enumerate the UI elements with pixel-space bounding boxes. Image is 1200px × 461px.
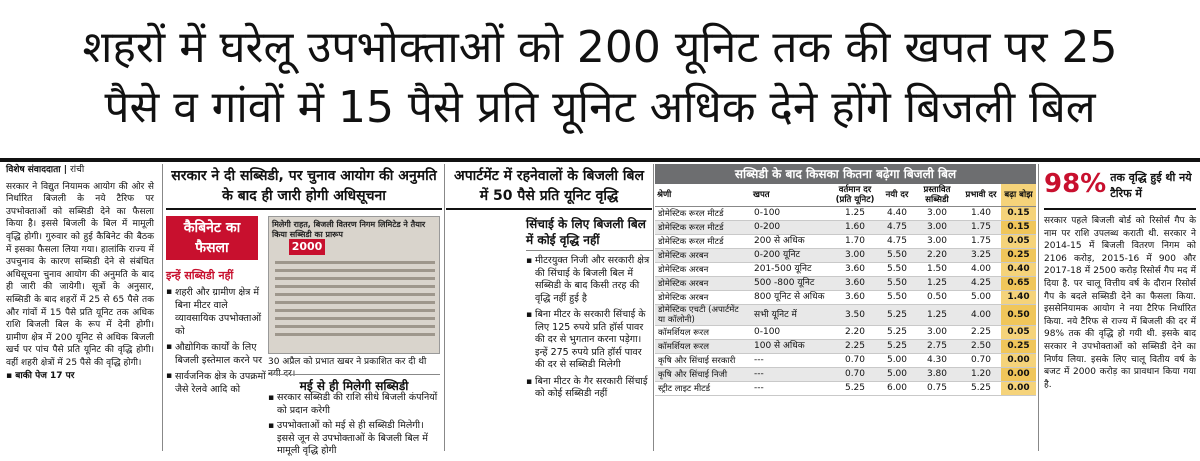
table-cell: 3.00	[913, 221, 961, 235]
table-cell: कृषि और सिंचाई सरकारी	[655, 354, 751, 368]
column-header: बढ़ा बोझ	[1001, 184, 1036, 207]
table-cell: 3.00	[913, 207, 961, 221]
table-row	[655, 354, 1036, 368]
table-header-row	[655, 184, 1036, 207]
table-cell: 2.25	[961, 326, 1001, 340]
table-cell: 5.25	[961, 382, 1001, 396]
table-cell: कृषि और सिंचाई निजी	[655, 368, 751, 382]
tariff-table-section	[655, 164, 1036, 451]
continued-label: बाकी पेज 17 पर	[15, 370, 75, 381]
lead-story-text: सरकार ने विद्युत नियामक आयोग की ओर से निर्धारित बिजली के नये टैरिफ पर उपभोक्ताओं को सब्सिडी देने का फैसला किया है। इससे बिजली के बिल में मामूली वृद्धि होगी। गुरुवार को हुई कैबिनेट की बैठक में इसका फैसला लिया गया। हालांकि राज्य में उपचुनाव के कारण सब्सिडी देने से संबंधित अधिसूचना चुनाव आयोग की अनुमति के बाद ही जारी की जायेगी। सूत्रों के अनुसार, सब्सिडी के बाद शहरों में 25 से 65 पैसे तक और गांवों में 15 पैसे प्रति यूनिट तक अधिक राशि बिजली बिल के रूप में देनी होगी। ग्रामीण क्षेत्र में 200 यूनिट से अधिक बिजली खर्च पर पांच पैसे प्रति यूनिट की वृद्धि होगी। वहीं शहरी क्षेत्रों में 25 पैसे की वृद्धि होगी।	[6, 181, 154, 368]
table-cell: 800 यूनिट से अधिक	[751, 291, 829, 305]
table-cell: 1.50	[913, 263, 961, 277]
clipping-title: मिलेगी राहत, बिजली वितरण निगम लिमिटेड ने तैयार किया सब्सिडी का प्रारूप	[272, 220, 426, 239]
table-cell: 1.25	[913, 305, 961, 326]
no-subsidy-heading: इन्हें सब्सिडी नहीं	[166, 269, 234, 282]
table-body	[655, 207, 1036, 396]
table-cell: 0.00	[1001, 382, 1036, 396]
table-cell: 4.40	[881, 207, 913, 221]
table-cell: 3.00	[913, 326, 961, 340]
column-divider	[1038, 164, 1039, 451]
table-row	[655, 249, 1036, 263]
table-cell: 5.00	[961, 291, 1001, 305]
table-row	[655, 340, 1036, 354]
list-item: ▪ मीटरयुक्त निजी और सरकारी क्षेत्र की सिंचाई के बिजली बिल में सब्सिडी के बाद किसी तरह की वृद्धि नहीं हुई है	[526, 255, 654, 305]
table-cell: 2.75	[913, 340, 961, 354]
table-cell: स्ट्रीट लाइट मीटर्ड	[655, 382, 751, 396]
table-cell: 0-100	[751, 207, 829, 221]
headline-line-2: पैसे व गांवों में 15 पैसे प्रति यूनिट अधिक देने होंगे बिजली बिल	[104, 82, 1096, 133]
irrigation-list	[526, 255, 654, 401]
table-cell: 2.25	[829, 340, 881, 354]
table-cell: 1.40	[1001, 291, 1036, 305]
table-cell: 5.50	[881, 263, 913, 277]
column-header: श्रेणी	[655, 184, 751, 207]
table-cell: 5.50	[881, 249, 913, 263]
side-story	[1040, 164, 1200, 451]
may-subsidy-list	[268, 392, 440, 461]
table-cell: ---	[751, 354, 829, 368]
byline: विशेष संवाददाता | रांची	[6, 165, 85, 175]
cabinet-decision-box: कैबिनेट का फैसला	[166, 216, 258, 260]
table-cell: कॉमर्शियल रूरल	[655, 326, 751, 340]
table-cell: डोमेस्टिक अरबन	[655, 263, 751, 277]
table-cell: 1.70	[829, 235, 881, 249]
table-cell: 1.25	[913, 277, 961, 291]
list-item: ▪ सरकार सब्सिडी की राशि सीधे बिजली कंपनियों को प्रदान करेगी	[268, 392, 440, 417]
list-item: ▪ उपभोक्ताओं को मई से ही सब्सिडी मिलेगी। इससे जून से उपभोक्ताओं के बिजली बिल में मामूली वृद्धि होगी	[268, 420, 440, 458]
table-cell: 0.25	[1001, 249, 1036, 263]
column-header: प्रभावी दर	[961, 184, 1001, 207]
table-row	[655, 277, 1036, 291]
table-cell: ---	[751, 368, 829, 382]
byline-city: रांची	[70, 165, 85, 175]
headline-rule	[0, 158, 1200, 162]
table-cell: 1.75	[961, 221, 1001, 235]
table-cell: 0.50	[1001, 305, 1036, 326]
table-cell: 6.00	[881, 382, 913, 396]
table-cell: 0.70	[829, 368, 881, 382]
table-row	[655, 326, 1036, 340]
table-cell: 3.00	[829, 249, 881, 263]
table-cell: 201-500 यूनिट	[751, 263, 829, 277]
table-cell: 3.00	[913, 235, 961, 249]
table-cell: 0.50	[913, 291, 961, 305]
table-cell: 2.20	[913, 249, 961, 263]
table-cell: 100 से अधिक	[751, 340, 829, 354]
table-cell: 4.30	[913, 354, 961, 368]
table-cell: डोमेस्टिक रूरल मीटर्ड	[655, 235, 751, 249]
table-cell: 5.25	[829, 382, 881, 396]
table-cell: 0-200	[751, 221, 829, 235]
table-cell: डोमेस्टिक रूरल मीटर्ड	[655, 221, 751, 235]
table-row	[655, 382, 1036, 396]
table-cell: 0.65	[1001, 277, 1036, 291]
table-cell: 5.25	[881, 326, 913, 340]
table-cell: कॉमर्शियल रूरल	[655, 340, 751, 354]
list-item: ▪ बिना मीटर के सरकारी सिंचाई के लिए 125 रुपये प्रति हॉर्स पावर की दर से भुगतान करना पड़ेगा। इन्हें 275 रुपये प्रति हॉर्स पावर की दर से सब्सिडी मिलेगी	[526, 309, 654, 372]
irrigation-box	[526, 216, 654, 405]
table-cell: 5.00	[881, 354, 913, 368]
byline-name: विशेष संवाददाता	[6, 165, 61, 175]
table-cell: 5.50	[881, 277, 913, 291]
table-cell: 1.40	[961, 207, 1001, 221]
table-cell: 5.25	[881, 305, 913, 326]
table-cell: 0.00	[1001, 354, 1036, 368]
main-headline	[0, 0, 1200, 158]
table-cell: डोमेस्टिक अरबन	[655, 291, 751, 305]
table-cell: 1.25	[829, 207, 881, 221]
newspaper-clipping-image	[268, 216, 440, 354]
table-cell: 3.60	[829, 263, 881, 277]
clipping-text-lines	[275, 261, 435, 341]
table-cell: 0.15	[1001, 221, 1036, 235]
no-subsidy-list	[166, 286, 266, 399]
table-row	[655, 221, 1036, 235]
percent-value: 98%	[1044, 169, 1107, 199]
clipping-caption: 30 अप्रैल को प्रभात खबर ने प्रकाशित कर दी थी नयी दर।	[268, 357, 427, 379]
table-cell: 5.00	[881, 368, 913, 382]
column-divider	[444, 164, 445, 451]
side-story-text: सरकार पहले बिजली बोर्ड को रिसोर्स गैप के नाम पर राशि उपलब्ध कराती थी. सरकार ने 2014-15 में बिजली वितरण निगम को 2106 करोड़, 2015-16 में 900 और 2017-18 में 2500 करोड़ रिसोर्स गैप मद में दिया है. पर चालू वित्तीय वर्ष के दौरान रिसोर्स गैप के बदले सब्सिडी देने का फैसला किया. इससेनियामक आयोग ने नया टैरिफ निर्धारित किया. नये टैरिफ से राज्य में बिजली की दर में 98% तक की वृद्धि हो गयी थी. इसके बाद सरकार ने उपभोक्ताओं को सब्सिडी देने का निर्णय लिया. इसके लिए चालू वितीय वर्ष के बजट में 2000 करोड़ का प्रावधान किया गया है.	[1044, 216, 1196, 390]
may-subsidy-heading: मई से ही मिलेगी सब्सिडी	[268, 374, 440, 394]
subsidy-story	[166, 164, 442, 456]
table-cell: 0.40	[1001, 263, 1036, 277]
apartment-headline: अपार्टमेंट में रहनेवालों के बिजली बिल में 50 पैसे प्रति यूनिट वृद्धि	[446, 164, 652, 210]
list-item: ▪ सार्वजनिक क्षेत्र के उपक्रमों जैसे रेलवे आदि को	[166, 370, 266, 396]
table-cell: 500 -800 यूनिट	[751, 277, 829, 291]
table-row	[655, 263, 1036, 277]
table-cell: 5.25	[881, 340, 913, 354]
tariff-table	[655, 184, 1036, 396]
apartment-story	[446, 164, 652, 451]
table-row	[655, 207, 1036, 221]
table-cell: डोमेस्टिक एचटी (अपार्टमेंट या कॉलोनी)	[655, 305, 751, 326]
table-cell: 0.00	[1001, 368, 1036, 382]
table-cell: 4.00	[961, 263, 1001, 277]
table-cell: 0.75	[913, 382, 961, 396]
table-cell: 0-200 यूनिट	[751, 249, 829, 263]
table-cell: 3.25	[961, 249, 1001, 263]
table-cell: 3.60	[829, 277, 881, 291]
table-cell: 3.60	[829, 291, 881, 305]
table-cell: ---	[751, 382, 829, 396]
column-divider	[162, 164, 163, 451]
table-cell: 0.70	[829, 354, 881, 368]
column-header: प्रस्तावित सब्सिडी	[913, 184, 961, 207]
table-cell: 200 से अधिक	[751, 235, 829, 249]
table-row	[655, 235, 1036, 249]
table-cell: डोमेस्टिक रूरल मीटर्ड	[655, 207, 751, 221]
list-item: ▪ शहरी और ग्रामीण क्षेत्र में बिना मीटर वाले व्यावसायिक उपभोक्ताओं को	[166, 286, 266, 338]
list-item: ▪ औद्योगिक कार्यों के लिए बिजली इस्तेमाल करने पर	[166, 341, 266, 367]
lead-story	[0, 164, 160, 451]
column-divider	[653, 164, 654, 451]
table-cell: 0-100	[751, 326, 829, 340]
subsidy-headline: सरकार ने दी सब्सिडी, पर चुनाव आयोग की अनुमति के बाद ही जारी होगी अधिसूचना	[166, 164, 442, 210]
table-cell: 4.75	[881, 221, 913, 235]
table-row	[655, 291, 1036, 305]
headline-line-1: शहरों में घरेलू उपभोक्ताओं को 200 यूनिट तक की खपत पर 25	[82, 22, 1118, 73]
table-title: सब्सिडी के बाद किसका कितना बढ़ेगा बिजली बिल	[655, 164, 1036, 184]
percent-callout	[1044, 164, 1196, 210]
table-cell: 5.50	[881, 291, 913, 305]
irrigation-heading: सिंचाई के लिए बिजली बिल में कोई वृद्धि नहीं	[526, 216, 654, 251]
table-cell: 2.50	[961, 340, 1001, 354]
table-cell: 0.05	[1001, 235, 1036, 249]
table-cell: 1.20	[961, 368, 1001, 382]
table-cell: डोमेस्टिक अरबन	[655, 277, 751, 291]
table-cell: 2.20	[829, 326, 881, 340]
table-row	[655, 305, 1036, 326]
column-header: नयी दर	[881, 184, 913, 207]
column-header: खपत	[751, 184, 829, 207]
table-cell: डोमेस्टिक अरबन	[655, 249, 751, 263]
continued-link[interactable]: ▪ बाकी पेज 17 पर	[6, 370, 154, 383]
table-cell: 4.00	[961, 305, 1001, 326]
percent-text: तक वृद्धि हुई थी नये टैरिफ में	[1110, 171, 1192, 200]
table-cell: 4.75	[881, 235, 913, 249]
column-header: वर्तमान दर (प्रति यूनिट)	[829, 184, 881, 207]
table-row	[655, 368, 1036, 382]
clipping-number: 2000	[289, 239, 325, 255]
table-cell: 0.70	[961, 354, 1001, 368]
table-cell: 3.50	[829, 305, 881, 326]
table-cell: 0.05	[1001, 326, 1036, 340]
table-cell: 0.25	[1001, 340, 1036, 354]
list-item: ▪ बिना मीटर के गैर सरकारी सिंचाई को कोई सब्सिडी नहीं	[526, 376, 654, 401]
table-cell: सभी यूनिट में	[751, 305, 829, 326]
table-cell: 3.80	[913, 368, 961, 382]
table-cell: 0.15	[1001, 207, 1036, 221]
table-cell: 1.60	[829, 221, 881, 235]
table-cell: 4.25	[961, 277, 1001, 291]
table-cell: 1.75	[961, 235, 1001, 249]
